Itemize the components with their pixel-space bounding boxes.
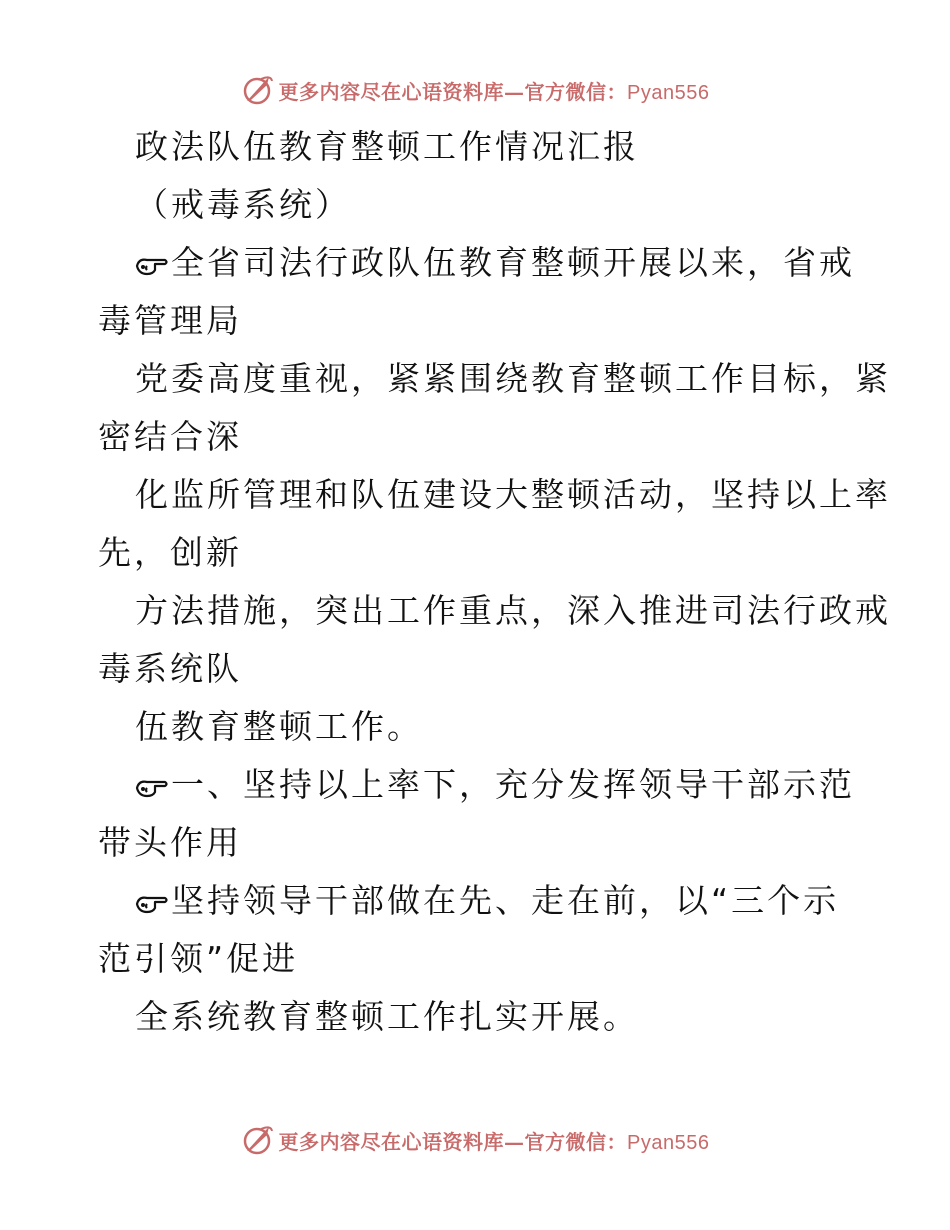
- paragraph-line: 范引领”促进: [98, 939, 299, 978]
- hand-pointing-right-icon: [135, 890, 169, 914]
- paragraph-line: 毒管理局: [98, 301, 242, 340]
- watermark-text: 更多内容尽在心语资料库—官方微信：Pyan556: [278, 1129, 710, 1154]
- watermark-header: [0, 70, 950, 110]
- document-title: 政法队伍教育整顿工作情况汇报: [135, 127, 639, 166]
- watermark-text: 更多内容尽在心语资料库—官方微信：Pyan556: [278, 79, 710, 104]
- quill-logo-icon: [241, 73, 275, 107]
- paragraph-line: 密结合深: [98, 417, 242, 456]
- paragraph-line: 方法措施，突出工作重点，深入推进司法行政戒: [135, 591, 891, 630]
- hand-pointing-right-icon: [135, 774, 169, 798]
- paragraph-line: 先，创新: [98, 533, 242, 572]
- paragraph-line: 坚持领导干部做在先、走在前，以“三个示: [98, 872, 858, 930]
- quill-logo-icon: [241, 1123, 275, 1157]
- paragraph-line: 全省司法行政队伍教育整顿开展以来，省戒: [98, 234, 858, 292]
- paragraph-line: 党委高度重视，紧紧围绕教育整顿工作目标，紧: [135, 359, 891, 398]
- watermark-footer: [0, 1120, 950, 1160]
- paragraph-line: 化监所管理和队伍建设大整顿活动，坚持以上率: [135, 475, 891, 514]
- hand-pointing-right-icon: [135, 252, 169, 276]
- section-heading-cont: 带头作用: [98, 823, 242, 862]
- paragraph-line: 全系统教育整顿工作扎实开展。: [135, 997, 639, 1036]
- paragraph-line: 伍教育整顿工作。: [135, 707, 423, 746]
- section-heading: 一、坚持以上率下，充分发挥领导干部示范: [98, 756, 858, 814]
- document-subtitle: （戒毒系统）: [135, 185, 351, 224]
- document-body: [98, 118, 891, 1046]
- paragraph-line: 毒系统队: [98, 649, 242, 688]
